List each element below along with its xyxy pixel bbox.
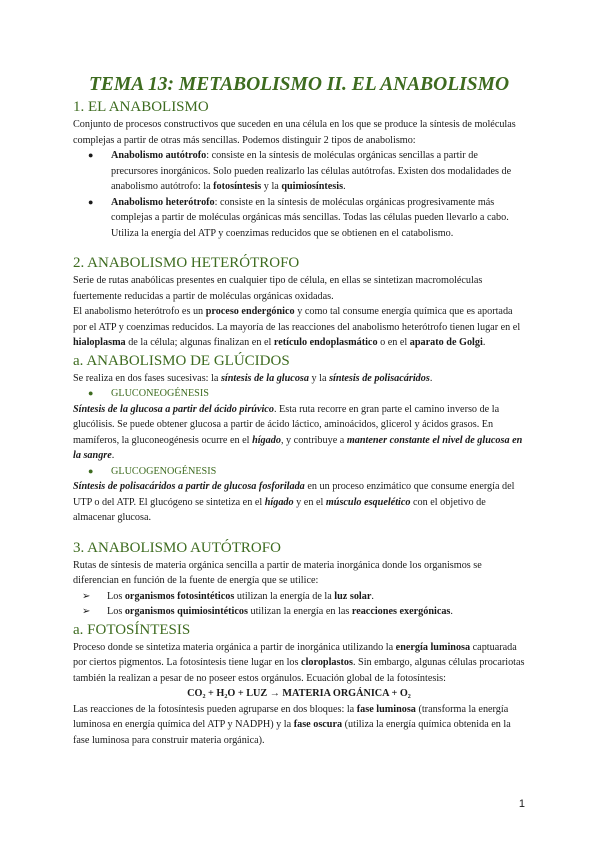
page-content bbox=[73, 73, 525, 748]
list-item-quimiosinteticos: ➢ Los organismos quimiosintéticos utilizan la energía en las reacciones exergónicas. bbox=[73, 604, 525, 620]
list-item-fotosinteticos: ➢ Los organismos fotosintéticos utilizan la energía de la luz solar. bbox=[73, 589, 525, 605]
paragraph-gluconeogenesis: Síntesis de la glucosa a partir del ácido pirúvico. Esta ruta recorre en gran parte el camino inverso de la glucólisis. Se puede obtener glucosa a partir de ácido láctico, aminoácidos, glicerol y ácidos grasos. En mamíferos, la gluconeogénesis ocurre en el hígado, y contribuye a mantener constante el nivel de glucosa en la sangre. bbox=[73, 403, 523, 461]
bullet-icon: ● bbox=[88, 196, 94, 207]
list-item-heterotrofo: ● Anabolismo heterótrofo: consiste en la síntesis de moléculas orgánicas progresivamente más complejas a partir de moléculas orgánicas más sencillas. Todas las células pueden llevarlo a cabo. Utiliza la energía del ATP y coenzimas reducidos que se obtienen en el catabolismo. bbox=[88, 196, 509, 239]
section-heading-heterotrofo: 2. ANABOLISMO HETERÓTROFO bbox=[73, 255, 300, 271]
document-title: TEMA 13: METABOLISMO II. EL ANABOLISMO bbox=[88, 74, 510, 95]
paragraph-heterotrofo-1: Serie de rutas anabólicas presentes en cualquier tipo de célula, en ellas se sintetizan macromoléculas fuertemente reducidas a partir de moléculas orgánicas oxidadas. bbox=[73, 275, 483, 302]
paragraph-fotosintesis-2: Las reacciones de la fotosíntesis pueden agruparse en dos bloques: la fase luminosa (transforma la energía luminosa en energía química del ATP y NADPH) y la fase oscura (utiliza la energía química obtenida en la fase luminosa para construir materia orgánica). bbox=[73, 703, 511, 746]
paragraph-autotrofo: Rutas de síntesis de materia orgánica sencilla a partir de materia inorgánica donde los organismos se diferencian en función de la fuente de energía que se utilice: bbox=[73, 559, 482, 586]
page-number: 1 bbox=[518, 798, 525, 810]
arrow-bullet-icon: ➢ bbox=[82, 606, 91, 617]
section-heading-anabolismo: 1. EL ANABOLISMO bbox=[73, 99, 209, 115]
sub-heading-gluconeogenesis: ● GLUCONEOGÉNESIS bbox=[73, 386, 525, 402]
anabolism-types-list bbox=[73, 148, 525, 241]
paragraph-glucidos-intro: Se realiza en dos fases sucesivas: la síntesis de la glucosa y la síntesis de polisacáridos. bbox=[73, 372, 433, 384]
photosynthesis-equation: CO₂ + H₂O + LUZ → MATERIA ORGÁNICA + O₂ bbox=[187, 688, 411, 699]
sub-heading-glucogenogenesis: ● GLUCOGENOGÉNESIS bbox=[73, 464, 525, 480]
arrow-bullet-icon: ➢ bbox=[82, 590, 91, 602]
paragraph-heterotrofo-2: El anabolismo heterótrofo es un proceso endergónico y como tal consume energía química que es aportada por el ATP y coenzimas reducidos. La mayoría de las reacciones del anabolismo heterótrofo tienen lugar en el hialoplasma de la célula; algunas finalizan en el retículo endoplasmático o en el aparato de Golgi. bbox=[73, 306, 521, 348]
bullet-icon: ● bbox=[88, 465, 94, 476]
bullet-icon: ● bbox=[88, 388, 94, 398]
paragraph-glucogenogenesis: Síntesis de polisacáridos a partir de glucosa fosforilada en un proceso enzimático que consume energía del UTP o del ATP. El glucógeno se sintetiza en el hígado y en el músculo esquelético con el objetivo de almacenar glucosa. bbox=[73, 481, 515, 523]
autotrophic-organisms-list bbox=[73, 589, 525, 620]
subsection-heading-glucidos: a. ANABOLISMO DE GLÚCIDOS bbox=[73, 352, 290, 369]
section-heading-autotrofo: 3. ANABOLISMO AUTÓTROFO bbox=[73, 539, 281, 556]
paragraph-fotosintesis-1: Proceso donde se sintetiza materia orgánica a partir de inorgánica utilizando la energía luminosa captuarada por ciertos pigmentos. La fotosíntesis tiene lugar en los cloroplastos. Sin embargo, algunas células procariotas también la realizan a pesar de no poseer estos orgánulos. Ecuación global de la fotosíntesis: bbox=[73, 641, 525, 684]
paragraph-anabolismo-intro: Conjunto de procesos constructivos que suceden en una célula en los que se produce la síntesis de moléculas complejas a partir de otras más sencillas. Podemos distinguir 2 tipos de anabolismo: bbox=[73, 119, 516, 146]
subsection-heading-fotosintesis: a. FOTOSÍNTESIS bbox=[73, 621, 191, 638]
list-item-autotrofo: ● Anabolismo autótrofo: consiste en la síntesis de moléculas orgánicas sencillas a partir de precursores inorgánicos. Solo pueden realizarlo las células autótrofas. Existen dos modalidades de anabolismo autótrofo: la fotosíntesis y la quimiosíntesis. bbox=[88, 150, 512, 192]
bullet-icon: ● bbox=[88, 150, 94, 160]
